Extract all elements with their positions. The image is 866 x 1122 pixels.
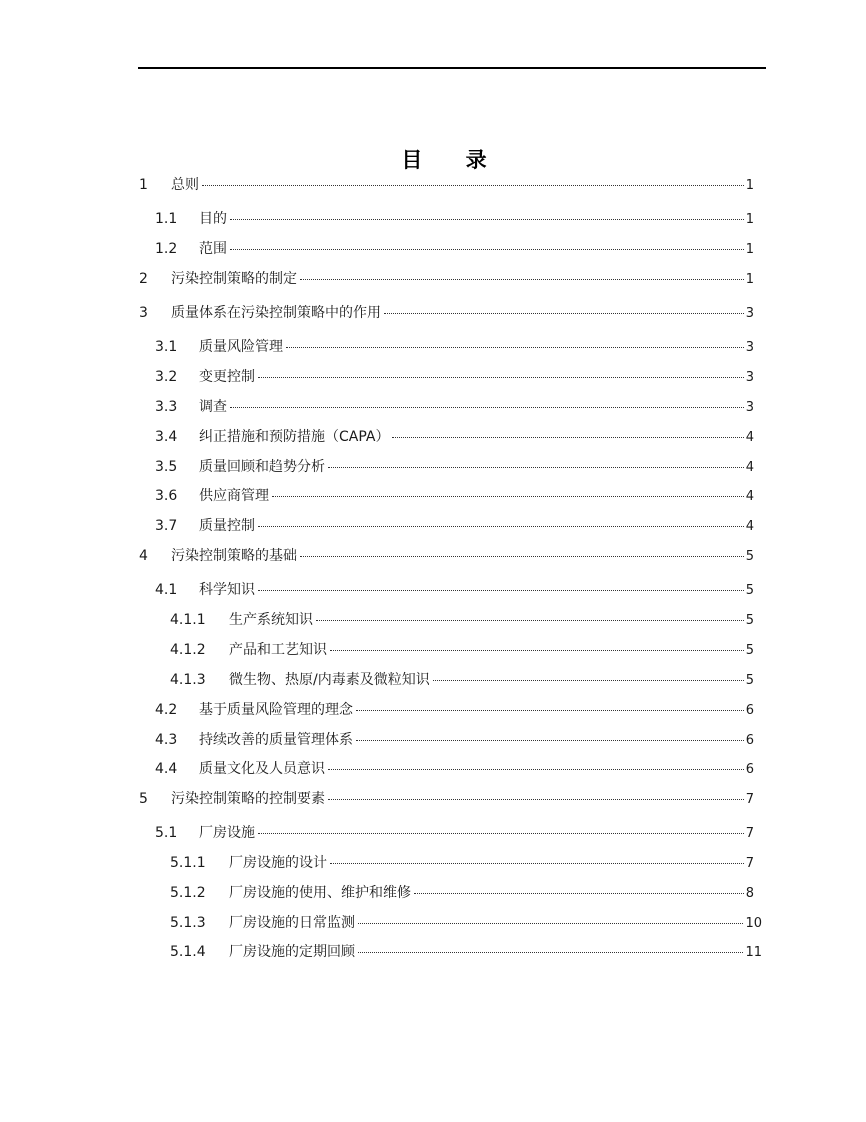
toc-entry[interactable] — [155, 397, 754, 417]
toc-entry-label: 纠正措施和预防措施（CAPA） — [199, 429, 390, 445]
toc-entry-page: 3 — [745, 306, 754, 321]
toc-entry-number: 3.6 — [155, 488, 178, 504]
toc-entry-label: 厂房设施的设计 — [229, 855, 327, 871]
toc-entry[interactable] — [155, 209, 754, 229]
toc-entry-label: 供应商管理 — [199, 488, 269, 504]
toc-entry[interactable] — [139, 546, 754, 566]
toc-entry-label: 污染控制策略的控制要素 — [171, 791, 325, 807]
toc-entry-number: 3.4 — [155, 429, 178, 445]
toc-entry-label: 调查 — [199, 399, 227, 415]
toc-entry-label: 持续改善的质量管理体系 — [199, 732, 353, 748]
toc-entry[interactable] — [155, 427, 754, 447]
toc-entry-page: 3 — [745, 340, 754, 355]
toc-entry[interactable] — [139, 789, 754, 809]
toc-leader-dots — [328, 467, 744, 468]
toc-entry-number: 5.1.1 — [170, 855, 206, 871]
toc-entry-page: 3 — [745, 400, 754, 415]
toc-leader-dots — [258, 377, 744, 378]
toc-entry[interactable] — [155, 700, 754, 720]
toc-entry-page: 6 — [745, 733, 754, 748]
toc-entry[interactable] — [170, 610, 754, 630]
toc-entry-number: 1 — [139, 177, 148, 193]
toc-entry-number: 5.1.3 — [170, 915, 206, 931]
toc-entry-label: 厂房设施的使用、维护和维修 — [229, 885, 411, 901]
toc-entry-number: 4.1.3 — [170, 672, 206, 688]
toc-entry-label: 厂房设施的日常监测 — [229, 915, 355, 931]
toc-entry-page: 4 — [745, 519, 754, 534]
toc-entry-number: 3.5 — [155, 459, 178, 475]
toc-entry-page: 4 — [745, 489, 754, 504]
toc-entry[interactable] — [170, 670, 754, 690]
toc-entry-number: 3.3 — [155, 399, 178, 415]
toc-entry[interactable] — [155, 730, 754, 750]
toc-entry-number: 5.1.2 — [170, 885, 206, 901]
toc-leader-dots — [328, 799, 744, 800]
toc-entry-number: 3.7 — [155, 518, 178, 534]
toc-leader-dots — [258, 590, 744, 591]
toc-leader-dots — [328, 769, 744, 770]
toc-entry-number: 2 — [139, 271, 148, 287]
toc-leader-dots — [272, 496, 744, 497]
toc-entry[interactable] — [155, 457, 754, 477]
toc-entry[interactable] — [155, 367, 754, 387]
toc-entry-label: 污染控制策略的基础 — [171, 548, 297, 564]
toc-leader-dots — [286, 347, 744, 348]
toc-entry-number: 4.4 — [155, 761, 178, 777]
toc-entry[interactable] — [155, 580, 754, 600]
toc-entry-number: 4.3 — [155, 732, 178, 748]
toc-entry[interactable] — [139, 175, 754, 195]
toc-entry-number: 1.2 — [155, 241, 178, 257]
toc-entry-number: 5.1.4 — [170, 944, 206, 960]
toc-entry-number: 3 — [139, 305, 148, 321]
toc-entry-number: 5 — [139, 791, 148, 807]
toc-entry-label: 质量文化及人员意识 — [199, 761, 325, 777]
toc-leader-dots — [300, 279, 744, 280]
toc-entry[interactable] — [155, 823, 754, 843]
toc-entry-label: 范围 — [199, 241, 227, 257]
toc-leader-dots — [358, 923, 743, 924]
toc-entry-number: 3.1 — [155, 339, 178, 355]
toc-entry-page: 5 — [745, 583, 754, 598]
toc-entry-number: 5.1 — [155, 825, 178, 841]
toc-entry-number: 4 — [139, 548, 148, 564]
toc-leader-dots — [433, 680, 744, 681]
toc-entry-label: 厂房设施 — [199, 825, 255, 841]
toc-entry-page: 3 — [745, 370, 754, 385]
toc-entry-page: 6 — [745, 703, 754, 718]
toc-entry-number: 4.1 — [155, 582, 178, 598]
toc-entry-page: 7 — [745, 856, 754, 871]
toc-entry[interactable] — [155, 486, 754, 506]
toc-entry-label: 基于质量风险管理的理念 — [199, 702, 353, 718]
toc-entry-number: 4.2 — [155, 702, 178, 718]
toc-entry[interactable] — [139, 269, 754, 289]
toc-entry-label: 总则 — [171, 177, 199, 193]
toc-leader-dots — [316, 620, 744, 621]
toc-leader-dots — [414, 893, 744, 894]
toc-entry[interactable] — [139, 303, 754, 323]
toc-entry-page: 1 — [745, 242, 754, 257]
toc-entry-page: 4 — [745, 460, 754, 475]
toc-entry-page: 1 — [745, 212, 754, 227]
toc-entry-label: 目的 — [199, 211, 227, 227]
toc-entry-label: 科学知识 — [199, 582, 255, 598]
toc-entry-page: 10 — [745, 916, 762, 931]
toc-leader-dots — [230, 249, 744, 250]
toc-entry-label: 质量回顾和趋势分析 — [199, 459, 325, 475]
toc-entry[interactable] — [170, 640, 754, 660]
toc-entry-label: 变更控制 — [199, 369, 255, 385]
toc-entry-label: 质量风险管理 — [199, 339, 283, 355]
toc-entry[interactable] — [155, 239, 754, 259]
toc-entry-label: 污染控制策略的制定 — [171, 271, 297, 287]
toc-entry[interactable] — [155, 516, 754, 536]
toc-entry-label: 生产系统知识 — [229, 612, 313, 628]
toc-entry-page: 7 — [745, 826, 754, 841]
toc-leader-dots — [392, 437, 743, 438]
toc-entry-number: 3.2 — [155, 369, 178, 385]
toc-entry[interactable] — [155, 759, 754, 779]
toc-entry-label: 质量控制 — [199, 518, 255, 534]
toc-leader-dots — [230, 407, 744, 408]
toc-entry-page: 8 — [745, 886, 754, 901]
toc-entry-page: 5 — [745, 549, 754, 564]
toc-entry[interactable] — [170, 942, 762, 962]
toc-entry-page: 6 — [745, 762, 754, 777]
toc-entry-label: 质量体系在污染控制策略中的作用 — [171, 305, 381, 321]
toc-leader-dots — [258, 526, 744, 527]
toc-leader-dots — [384, 313, 744, 314]
toc-leader-dots — [258, 833, 744, 834]
toc-entry[interactable] — [170, 883, 754, 903]
toc-leader-dots — [330, 650, 744, 651]
toc-entry-page: 5 — [745, 673, 754, 688]
toc-entry-page: 5 — [745, 613, 754, 628]
toc-entry-page: 5 — [745, 643, 754, 658]
toc-entry-page: 7 — [745, 792, 754, 807]
toc-entry-page: 1 — [745, 272, 754, 287]
toc-entry-page: 11 — [745, 945, 762, 960]
toc-entry[interactable] — [155, 337, 754, 357]
toc-leader-dots — [330, 863, 744, 864]
toc-leader-dots — [356, 710, 744, 711]
toc-leader-dots — [356, 740, 744, 741]
toc-entry-label: 厂房设施的定期回顾 — [229, 944, 355, 960]
toc-leader-dots — [202, 185, 744, 186]
toc-title: 目 录 — [401, 148, 505, 172]
toc-entry[interactable] — [170, 853, 754, 873]
toc-entry-page: 1 — [745, 178, 754, 193]
toc-entry-page: 4 — [745, 430, 754, 445]
toc-entry-number: 1.1 — [155, 211, 178, 227]
toc-entry-number: 4.1.2 — [170, 642, 206, 658]
toc-entry[interactable] — [170, 913, 762, 933]
toc-leader-dots — [230, 219, 744, 220]
toc-entry-number: 4.1.1 — [170, 612, 206, 628]
toc-entry-label: 微生物、热原/内毒素及微粒知识 — [229, 672, 430, 688]
toc-leader-dots — [300, 556, 744, 557]
toc-entry-label: 产品和工艺知识 — [229, 642, 327, 658]
toc-leader-dots — [358, 952, 743, 953]
